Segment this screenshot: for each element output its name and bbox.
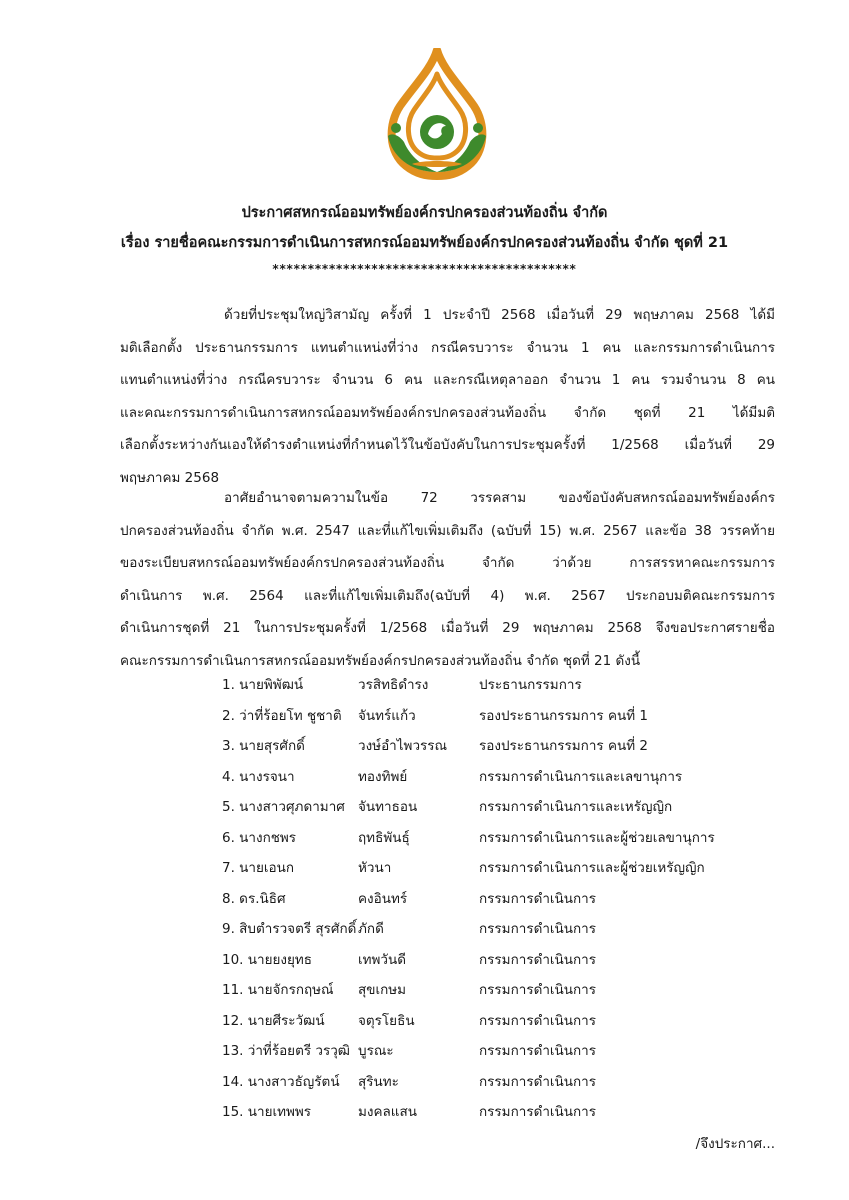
member-surname: ทองทิพย์ (358, 768, 408, 785)
paragraph-line: เลือกตั้งระหว่างกันเองให้ดำรงตำแหน่งที่กำหนดไว้ในข้อบังคับในการประชุมครั้งที่ 1/2568 เมื่อวันที่ 29 (120, 437, 775, 453)
member-row (222, 1006, 782, 1037)
member-name: 4. นางรจนา (222, 768, 295, 785)
member-row (222, 762, 782, 793)
member-surname: สุรินทะ (358, 1073, 399, 1090)
logo-figure-right (473, 123, 483, 133)
member-name: 8. ดร.นิธิศ (222, 890, 286, 907)
member-row (222, 731, 782, 762)
member-surname: จันทาธอน (358, 799, 418, 815)
member-row (222, 1097, 782, 1128)
paragraph-line: ของระเบียบสหกรณ์ออมทรัพย์องค์กรปกครองส่วนท้องถิ่น จำกัด ว่าด้วย การสรรหาคณะกรรมการ (120, 555, 775, 571)
member-name: 10. นายยงยุทธ (222, 951, 313, 968)
member-row (222, 823, 782, 854)
announcement-title: ประกาศสหกรณ์ออมทรัพย์องค์กรปกครองส่วนท้องถิ่น จำกัด (241, 205, 608, 221)
member-position: กรรมการดำเนินการและผู้ช่วยเลขานุการ (479, 829, 715, 846)
member-row (222, 1036, 782, 1067)
member-surname: ภักดี (358, 921, 384, 937)
separator: ******************************************* (272, 262, 577, 276)
member-name: 6. นางกชพร (222, 829, 297, 846)
member-position: ประธานกรรมการ (479, 677, 582, 693)
member-surname: วงษ์อำไพวรรณ (358, 738, 448, 754)
member-surname: วรสิทธิดำรง (358, 677, 429, 693)
announcement-subject: เรื่อง รายชื่อคณะกรรมการดำเนินการสหกรณ์ออมทรัพย์องค์กรปกครองส่วนท้องถิ่น จำกัด ชุดที่ 21 (120, 235, 729, 251)
member-surname: คงอินทร์ (358, 890, 408, 907)
member-position: กรรมการดำเนินการและเหรัญญิก (479, 799, 673, 815)
member-row (222, 945, 782, 976)
member-row (222, 1067, 782, 1098)
paragraph-line: ดำเนินการ พ.ศ. 2564 และที่แก้ไขเพิ่มเติมถึง(ฉบับที่ 4) พ.ศ. 2567 ประกอบมติคณะกรรมการ (120, 587, 775, 604)
member-name: 2. ว่าที่ร้อยโท ชูชาติ (222, 707, 342, 724)
member-position: กรรมการดำเนินการ (479, 1104, 597, 1120)
member-name: 15. นายเทพพร (222, 1104, 312, 1120)
paragraph-line: มติเลือกตั้ง ประธานกรรมการ แทนตำแหน่งที่ว่าง กรณีครบวาระ จำนวน 1 คน และกรรมการดำเนินการ (120, 339, 775, 356)
member-row (222, 884, 782, 915)
member-position: กรรมการดำเนินการ (479, 921, 597, 937)
member-position: กรรมการดำเนินการ (479, 1012, 597, 1029)
member-position: รองประธานกรรมการ คนที่ 1 (479, 707, 648, 724)
paragraph-2 (120, 482, 775, 677)
member-row (222, 670, 782, 701)
paragraph-line: ด้วยที่ประชุมใหญ่วิสามัญ ครั้งที่ 1 ประจำปี 2568 เมื่อวันที่ 29 พฤษภาคม 2568 ได้มี (224, 307, 775, 323)
member-name: 14. นางสาวธัญรัตน์ (222, 1073, 340, 1090)
member-row (222, 975, 782, 1006)
member-position: กรรมการดำเนินการ (479, 982, 597, 998)
member-name: 12. นายศีระวัฒน์ (222, 1012, 325, 1029)
member-name: 3. นายสุรศักดิ์ (222, 738, 305, 754)
paragraph-line: แทนตำแหน่งที่ว่าง กรณีครบวาระ จำนวน 6 คน และกรณีเหตุลาออก จำนวน 1 คน รวมจำนวน 8 คน (120, 372, 775, 388)
member-position: กรรมการดำเนินการ (479, 1073, 597, 1090)
continuation-note: /จึงประกาศ... (695, 1136, 775, 1152)
member-position: กรรมการดำเนินการ (479, 1043, 597, 1059)
paragraph-line: ปกครองส่วนท้องถิ่น จำกัด พ.ศ. 2547 และที่แก้ไขเพิ่มเติมถึง (ฉบับที่ 15) พ.ศ. 2567 และข้อ 38 วรรคท้าย (120, 522, 775, 539)
paragraph-line: อาศัยอำนาจตามความในข้อ 72 วรรคสาม ของข้อบังคับสหกรณ์ออมทรัพย์องค์กร (224, 490, 775, 506)
member-surname: มงคลแสน (358, 1104, 417, 1120)
member-name: 1. นายพิพัฒน์ (222, 677, 304, 693)
paragraph-line: พฤษภาคม 2568 (120, 469, 220, 486)
member-surname: บูรณะ (358, 1043, 394, 1059)
member-name: 9. สิบตำรวจตรี สุรศักดิ์ (222, 921, 357, 937)
member-list (222, 670, 782, 1128)
member-position: กรรมการดำเนินการและเลขานุการ (479, 768, 683, 785)
member-row (222, 914, 782, 945)
member-position: กรรมการดำเนินการ (479, 951, 597, 968)
member-name: 5. นางสาวศุภดามาศ (222, 799, 345, 815)
member-surname: จันทร์แก้ว (358, 707, 416, 724)
cooperative-logo (382, 48, 492, 180)
member-row (222, 701, 782, 732)
member-name: 11. นายจักรกฤษณ์ (222, 982, 334, 998)
paragraph-line: และคณะกรรมการดำเนินการสหกรณ์ออมทรัพย์องค์กรปกครองส่วนท้องถิ่น จำกัด ชุดที่ 21 ได้มีมติ (120, 404, 775, 421)
member-surname: ฤทธิพันธุ์ (358, 829, 410, 846)
paragraph-line: คณะกรรมการดำเนินการสหกรณ์ออมทรัพย์องค์กรปกครองส่วนท้องถิ่น จำกัด ชุดที่ 21 ดังนี้ (120, 652, 641, 669)
member-row (222, 853, 782, 884)
paragraph-1 (120, 299, 775, 494)
member-position: กรรมการดำเนินการ (479, 890, 597, 907)
member-surname: หัวนา (358, 860, 392, 876)
member-position: รองประธานกรรมการ คนที่ 2 (479, 738, 648, 754)
logo-figure-left (391, 123, 401, 133)
member-position: กรรมการดำเนินการและผู้ช่วยเหรัญญิก (479, 860, 705, 876)
member-surname: จตุรโยธิน (358, 1012, 415, 1029)
paragraph-line: ดำเนินการชุดที่ 21 ในการประชุมครั้งที่ 1/2568 เมื่อวันที่ 29 พฤษภาคม 2568 จึงขอประกาศรายชื่อ (120, 620, 775, 636)
member-surname: เทพวันดี (358, 951, 406, 968)
member-name: 13. ว่าที่ร้อยตรี วรวุฒิ (222, 1043, 351, 1059)
member-row (222, 792, 782, 823)
member-surname: สุขเกษม (358, 982, 407, 998)
member-name: 7. นายเอนก (222, 860, 295, 876)
